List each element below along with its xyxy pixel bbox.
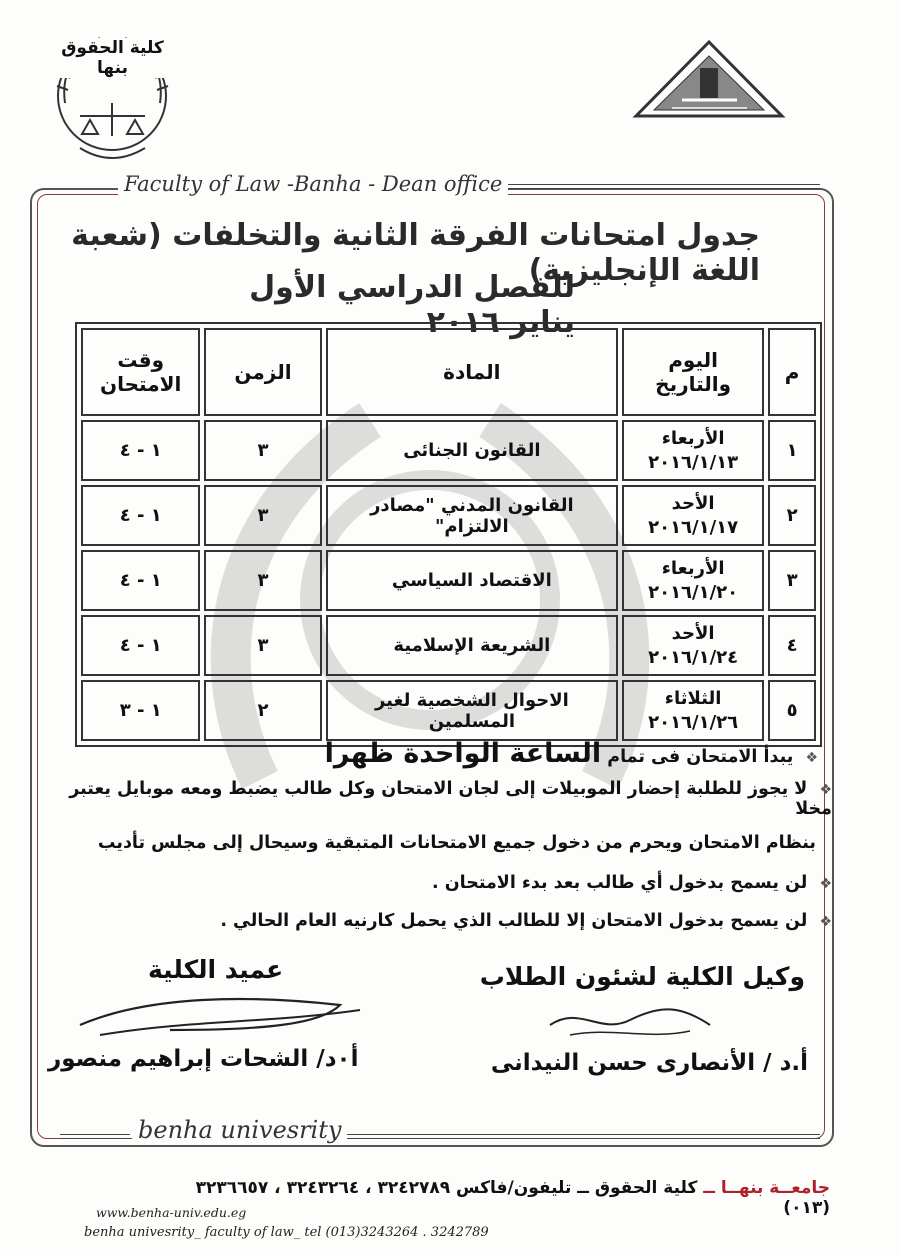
semester-title: للفصل الدراسي الأول يناير ٢٠١٦	[249, 270, 575, 340]
row-subject: الشريعة الإسلامية	[326, 615, 619, 676]
bullet-icon: ❖	[819, 782, 832, 798]
row-day-date	[622, 550, 764, 611]
schedule-title: جدول امتحانات الفرقة الثانية والتخلفات (شعبة اللغة الإنجليزية)	[71, 218, 760, 288]
row-day-date	[622, 680, 764, 741]
row-date: ٢٠١٦/١/٢٦	[648, 711, 739, 733]
row-time: ١ - ٤	[81, 485, 200, 546]
footer-rule-right	[330, 1134, 820, 1139]
contact-line	[170, 1178, 830, 1218]
row-no: ٤	[768, 615, 816, 676]
vice-dean-name: أ.د / الأنصارى حسن النيدانى	[490, 1050, 808, 1076]
row-time: ١ - ٤	[81, 550, 200, 611]
row-subject: القانون الجنائى	[326, 420, 619, 481]
row-day-date	[622, 420, 764, 481]
row-time: ١ - ٤	[81, 615, 200, 676]
row-time: ١ - ٣	[81, 680, 200, 741]
row-no: ٥	[768, 680, 816, 741]
contact-university: جامعــة بنهــا ــ	[703, 1178, 830, 1198]
note-mobiles-cont: بنظام الامتحان ويحرم من دخول جميع الامتحانات المتبقية وسيحال إلى مجلس تأديب	[97, 833, 816, 853]
row-day: الأحد	[671, 622, 715, 644]
row-subject: الاحوال الشخصية لغير المسلمين	[326, 680, 619, 741]
row-subject: الاقتصاد السياسي	[326, 550, 619, 611]
exam-schedule-table	[75, 322, 822, 747]
row-duration: ٣	[204, 615, 321, 676]
header-no: م	[768, 328, 816, 416]
law-faculty-logo	[40, 8, 185, 168]
header-duration: الزمن	[204, 328, 321, 416]
row-date: ٢٠١٦/١/٢٠	[648, 581, 739, 603]
row-duration: ٢	[204, 680, 321, 741]
row-no: ٣	[768, 550, 816, 611]
row-time: ١ - ٤	[81, 420, 200, 481]
vice-dean-signature	[540, 995, 740, 1045]
table-header-row	[81, 328, 816, 416]
row-day-date	[622, 485, 764, 546]
row-subject: القانون المدني "مصادر الالتزام"	[326, 485, 619, 546]
row-day: الثلاثاء	[664, 687, 722, 709]
note-late-entry: ❖ لن يسمح بدخول أي طالب بعد بدء الامتحان .	[431, 873, 832, 893]
exam-notes	[42, 738, 832, 931]
row-date: ٢٠١٦/١/٢٤	[648, 646, 739, 668]
footer-english-contact: benha univesrity_ faculty of law_ tel (013)3243264 . 3242789	[84, 1225, 489, 1240]
row-date: ٢٠١٦/١/١٧	[648, 516, 739, 538]
note-mobiles: ❖ لا يجوز للطلبة إحضار الموبيلات إلى لجان الامتحان وكل طالب يضبط ومعه موبايل يعتبر مخلا	[69, 779, 832, 819]
table-row	[81, 420, 816, 481]
contact-details: كلية الحقوق ــ تليفون/فاكس ٣٢٤٢٧٨٩ ، ٣٢٤٣٢٦٤ ، ٣٢٣٦٦٥٧ (٠١٣)	[195, 1178, 830, 1218]
table-row	[81, 615, 816, 676]
footer-rule-left	[60, 1134, 130, 1139]
row-no: ١	[768, 420, 816, 481]
website-link[interactable]: www.benha-univ.edu.eg	[96, 1205, 247, 1220]
office-banner: Faculty of Law -Banha - Dean office	[118, 172, 508, 196]
note-start-time: ❖ يبدأ الامتحان فى تمام الساعة الواحدة ظهرا	[324, 738, 818, 769]
row-duration: ٣	[204, 420, 321, 481]
bullet-icon: ❖	[805, 750, 818, 766]
header-time: وقت الامتحان	[81, 328, 200, 416]
row-no: ٢	[768, 485, 816, 546]
table-row	[81, 485, 816, 546]
university-footer: benha univesrity	[132, 1116, 347, 1144]
note-id-card: ❖ لن يسمح بدخول الامتحان إلا للطالب الذي يحمل كارنيه العام الحالي .	[220, 911, 832, 931]
row-day: الأربعاء	[661, 557, 725, 579]
law-logo-text: كلية الحقوق بنها	[50, 38, 175, 78]
bullet-icon: ❖	[819, 876, 832, 892]
header-subject: المادة	[326, 328, 619, 416]
row-day: الأحد	[671, 492, 715, 514]
row-day-date	[622, 615, 764, 676]
row-duration: ٣	[204, 550, 321, 611]
table-row	[81, 680, 816, 741]
benha-university-logo	[632, 38, 787, 128]
dean-title: عميد الكلية	[148, 955, 284, 984]
row-duration: ٣	[204, 485, 321, 546]
dean-name: أ٠د/ الشحات إبراهيم منصور	[48, 1046, 359, 1072]
bullet-icon: ❖	[819, 914, 832, 930]
row-day: الأربعاء	[661, 427, 725, 449]
row-date: ٢٠١٦/١/١٣	[648, 451, 739, 473]
table-row	[81, 550, 816, 611]
header-day: اليوم والتاريخ	[622, 328, 764, 416]
dean-signature	[70, 985, 370, 1045]
vice-dean-title: وكيل الكلية لشئون الطلاب	[479, 962, 805, 991]
